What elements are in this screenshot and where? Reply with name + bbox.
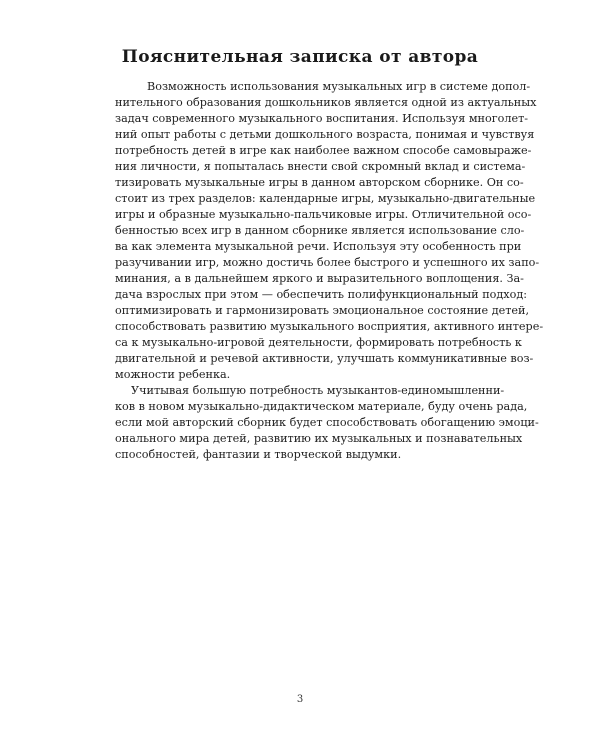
text-line: стоит из трех разделов: календарные игры, музыкально-двигательные: [115, 192, 536, 205]
text-line: ков в новом музыкально-дидактическом материале, буду очень рада,: [115, 400, 528, 413]
text-line: онального мира детей, развитию их музыкальных и познавательных: [115, 432, 523, 445]
text-line: ва как элемента музыкальной речи. Используя эту особенность при: [115, 240, 522, 253]
text-line: двигательной и речевой активности, улучшать коммуникативные воз-: [115, 352, 534, 365]
text-line: задач современного музыкального воспитания. Используя многолет-: [115, 112, 529, 125]
text-line: нительного образования дошкольников является одной из актуальных: [115, 96, 537, 109]
text-line: игры и образные музыкально-пальчиковые игры. Отличительной осо-: [115, 208, 532, 221]
text-line: дача взрослых при этом — обеспечить полифункциональный подход:: [115, 288, 527, 301]
text-line: Учитывая большую потребность музыкантов-единомышленни-: [131, 384, 505, 397]
text-line: бенностью всех игр в данном сборнике является использование сло-: [115, 224, 525, 237]
text-line: оптимизировать и гармонизировать эмоциональное состояние детей,: [115, 304, 530, 317]
text-line: минания, а в дальнейшем яркого и выразительного воплощения. За-: [115, 272, 524, 285]
page-number: 3: [296, 694, 304, 705]
text-line: са к музыкально-игровой деятельности, формировать потребность к: [115, 336, 522, 349]
text-line: если мой авторский сборник будет способствовать обогащению эмоци-: [115, 416, 539, 429]
text-line: ний опыт работы с детьми дошкольного возраста, понимая и чувствуя: [115, 128, 535, 141]
text-line: способностей, фантазии и творческой выдумки.: [115, 448, 402, 461]
text-line: тизировать музыкальные игры в данном авторском сборнике. Он со-: [115, 176, 524, 189]
text-line: можности ребенка.: [115, 368, 231, 381]
text-line: Возможность использования музыкальных игр в системе допол-: [147, 80, 531, 93]
text-line: способствовать развитию музыкального восприятия, активного интере-: [115, 320, 544, 333]
text-line: разучивании игр, можно достичь более быстрого и успешного их запо-: [115, 256, 540, 269]
text-line: ния личности, я попыталась внести свой скромный вклад и система-: [115, 160, 526, 173]
page-title: Пояснительная записка от автора: [121, 47, 479, 67]
text-line: потребность детей в игре как наиболее важном способе самовыраже-: [115, 144, 532, 157]
